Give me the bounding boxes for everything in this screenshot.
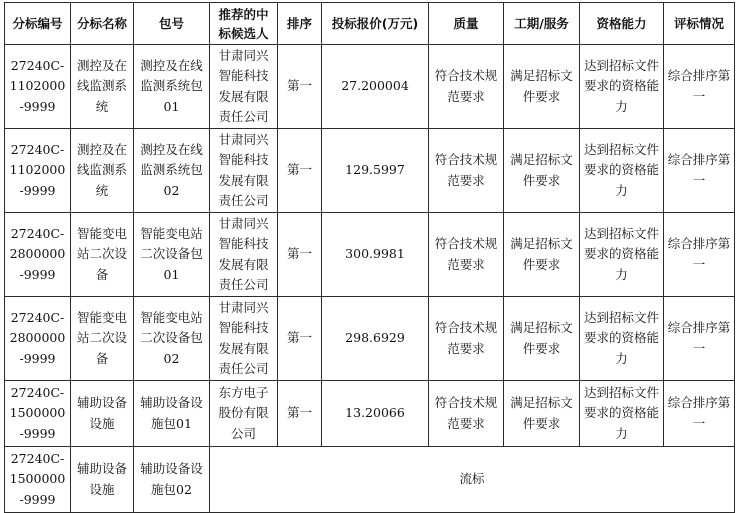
header-row xyxy=(5,3,735,45)
cell-rank: 第一 xyxy=(278,213,322,297)
cell-lot-no: 27240C-2800000-9999 xyxy=(5,213,71,297)
cell-package: 测控及在线监测系统包01 xyxy=(134,45,210,129)
cell-price: 13.20066 xyxy=(322,381,429,447)
cell-qualification: 达到招标文件要求的资格能力 xyxy=(580,45,664,129)
cell-candidate: 甘肃同兴智能科技发展有限责任公司 xyxy=(210,297,278,381)
header-evaluation: 评标情况 xyxy=(664,3,735,45)
cell-evaluation: 综合排序第一 xyxy=(664,129,735,213)
cell-package: 辅助设备设施包01 xyxy=(134,381,210,447)
cell-rank: 第一 xyxy=(278,297,322,381)
cell-price: 298.6929 xyxy=(322,297,429,381)
header-schedule: 工期/服务 xyxy=(504,3,580,45)
header-rank: 排序 xyxy=(278,3,322,45)
cell-schedule: 满足招标文件要求 xyxy=(504,45,580,129)
cell-failed-bid-note: 流标 xyxy=(210,447,735,513)
cell-candidate: 东方电子股份有限公司 xyxy=(210,381,278,447)
cell-lot-no: 27240C-1102000-9999 xyxy=(5,129,71,213)
cell-lot-no: 27240C-1102000-9999 xyxy=(5,45,71,129)
cell-schedule: 满足招标文件要求 xyxy=(504,213,580,297)
cell-schedule: 满足招标文件要求 xyxy=(504,129,580,213)
cell-price: 27.200004 xyxy=(322,45,429,129)
cell-lot-name: 测控及在线监测系统 xyxy=(71,129,134,213)
cell-qualification: 达到招标文件要求的资格能力 xyxy=(580,129,664,213)
bid-result-table xyxy=(4,2,735,513)
table-row xyxy=(5,297,735,381)
cell-quality: 符合技术规范要求 xyxy=(429,297,504,381)
header-quality: 质量 xyxy=(429,3,504,45)
cell-package: 智能变电站二次设备包02 xyxy=(134,297,210,381)
header-lot-name: 分标名称 xyxy=(71,3,134,45)
header-qualification: 资格能力 xyxy=(580,3,664,45)
cell-lot-no: 27240C-1500000-9999 xyxy=(5,447,71,513)
cell-qualification: 达到招标文件要求的资格能力 xyxy=(580,381,664,447)
cell-package: 辅助设备设施包02 xyxy=(134,447,210,513)
cell-evaluation: 综合排序第一 xyxy=(664,213,735,297)
cell-evaluation: 综合排序第一 xyxy=(664,381,735,447)
cell-lot-name: 辅助设备设施 xyxy=(71,447,134,513)
cell-lot-no: 27240C-2800000-9999 xyxy=(5,297,71,381)
cell-quality: 符合技术规范要求 xyxy=(429,213,504,297)
cell-lot-name: 辅助设备设施 xyxy=(71,381,134,447)
cell-rank: 第一 xyxy=(278,129,322,213)
header-package: 包号 xyxy=(134,3,210,45)
cell-schedule: 满足招标文件要求 xyxy=(504,381,580,447)
cell-lot-name: 智能变电站二次设备 xyxy=(71,213,134,297)
cell-quality: 符合技术规范要求 xyxy=(429,381,504,447)
table-row xyxy=(5,45,735,129)
header-lot-no: 分标编号 xyxy=(5,3,71,45)
cell-price: 300.9981 xyxy=(322,213,429,297)
cell-lot-name: 测控及在线监测系统 xyxy=(71,45,134,129)
table-row xyxy=(5,129,735,213)
cell-rank: 第一 xyxy=(278,45,322,129)
cell-evaluation: 综合排序第一 xyxy=(664,45,735,129)
cell-price: 129.5997 xyxy=(322,129,429,213)
cell-rank: 第一 xyxy=(278,381,322,447)
cell-candidate: 甘肃同兴智能科技发展有限责任公司 xyxy=(210,129,278,213)
table-row xyxy=(5,381,735,447)
table-row-failed-bid xyxy=(5,447,735,513)
cell-schedule: 满足招标文件要求 xyxy=(504,297,580,381)
cell-package: 测控及在线监测系统包02 xyxy=(134,129,210,213)
cell-candidate: 甘肃同兴智能科技发展有限责任公司 xyxy=(210,213,278,297)
cell-quality: 符合技术规范要求 xyxy=(429,129,504,213)
table-row xyxy=(5,213,735,297)
cell-qualification: 达到招标文件要求的资格能力 xyxy=(580,213,664,297)
cell-package: 智能变电站二次设备包01 xyxy=(134,213,210,297)
cell-lot-no: 27240C-1500000-9999 xyxy=(5,381,71,447)
cell-evaluation: 综合排序第一 xyxy=(664,297,735,381)
cell-quality: 符合技术规范要求 xyxy=(429,45,504,129)
header-price: 投标报价(万元) xyxy=(322,3,429,45)
cell-candidate: 甘肃同兴智能科技发展有限责任公司 xyxy=(210,45,278,129)
header-candidate: 推荐的中标候选人 xyxy=(210,3,278,45)
cell-qualification: 达到招标文件要求的资格能力 xyxy=(580,297,664,381)
cell-lot-name: 智能变电站二次设备 xyxy=(71,297,134,381)
